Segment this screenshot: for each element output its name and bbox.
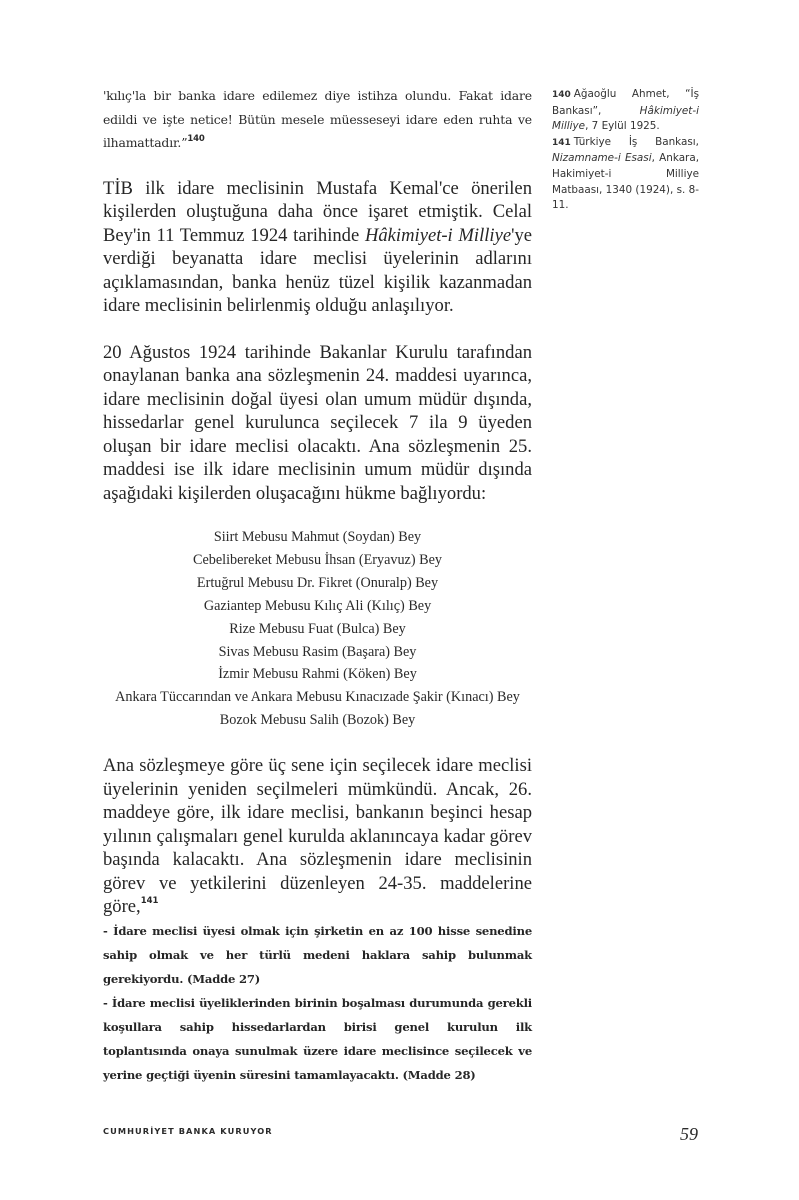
paragraph-3-text: Ana sözleşmeye göre üç sene için seçilecek idare meclisi üyelerinin yeniden seçilmeleri mümkündü. Ancak, 26. maddeye göre, ilk idare meclisi, bankanın beşinci hesap yılının çalışmaları genel kurulda aklanıncaya kadar görev başında kalacaktı. Ana sözleşmenin idare meclisinin görev ve yetkilerini düzenleyen 24-35. maddelerine göre, — [103, 755, 532, 918]
board-member: Sivas Mebusu Rasim (Başara) Bey — [218, 643, 417, 660]
sidenotes-column — [552, 87, 699, 214]
board-member: Ertuğrul Mebusu Dr. Fikret (Onuralp) Bey — [196, 574, 439, 591]
footnote-text-end: , 7 Eylül 1925. — [585, 120, 660, 133]
board-member: Bozok Mebusu Salih (Bozok) Bey — [219, 712, 416, 729]
footnote-source-title: Hâkimiyet-i Milliye — [552, 104, 699, 133]
paragraph-3 — [103, 754, 532, 919]
article-item: - İdare meclisi üyeliklerinden birinin boşalması durumunda gerekli koşullara sahip hissedarlardan birisi genel kurulun ilk toplantısında onaya sunulmak üzere idare meclisince seçilecek ve yerine geçtiği üyenin süresini tamamlayacaktı. (Madde 28) — [103, 995, 532, 1082]
page-number: 59 — [680, 1124, 698, 1144]
footnote-text: Ağaoğlu Ahmet, “İş Bankası”, — [552, 88, 699, 117]
footnote-141 — [552, 135, 699, 214]
paragraph-2: 20 Ağustos 1924 tarihinde Bakanlar Kurulu tarafından onaylanan banka ana sözleşmenin 24. maddesi uyarınca, idare meclisinin doğal üyesi olan umum müdür dışında, hissedarlar genel kurulunca seçilecek 7 ila 9 üyeden oluşan bir idare meclisi olacaktı. Ana sözleşmenin 25. maddesi ise ilk idare meclisinin umum müdür dışında aşağıdaki kişilerden oluşacağını hükme bağlıyordu: — [103, 341, 532, 504]
paragraph-1-text-end: 'ye verdiği beyanatta idare meclisi üyelerinin adlarını açıklamasından, banka henüz tüzel kişilik kazanmadan idare meclisinin belirlenmiş olduğu anlaşılıyor. — [103, 224, 532, 316]
footnote-ref-140[interactable]: 140 — [187, 134, 205, 144]
footnote-ref-141[interactable]: 141 — [140, 896, 159, 907]
footnote-text: Türkiye İş Bankası, — [573, 135, 699, 148]
board-member: Cebelibereket Mebusu İhsan (Eryavuz) Bey — [193, 551, 442, 568]
board-members-list — [103, 526, 532, 732]
footnote-text-end: , Ankara, Hakimiyet-i Milliye Matbaası, 1340 (1924), s. 8-11. — [552, 152, 699, 212]
block-quote — [103, 84, 532, 155]
board-member: Gaziantep Mebusu Kılıç Ali (Kılıç) Bey — [203, 597, 432, 614]
quote-text: 'kılıç'la bir banka idare edilemez diye istihza olundu. Fakat idare edildi ve işte netice! Bütün mesele müesseseyi idare eden ruhta ve ilhamattadır.” — [103, 88, 532, 150]
board-member: Ankara Tüccarından ve Ankara Mebusu Kınacızade Şakir (Kınacı) Bey — [115, 689, 520, 706]
board-member: Siirt Mebusu Mahmut (Soydan) Bey — [213, 529, 422, 545]
footnote-140 — [552, 87, 699, 135]
footnote-source-title: Nizamname-i Esasi — [552, 152, 652, 165]
paragraph-1 — [103, 177, 532, 318]
paragraph-1-text: TİB ilk idare meclisinin Mustafa Kemal'ce önerilen kişilerden oluştuğuna daha önce işaret etmiştik. Celal Bey'in 11 Temmuz 1924 tarihinde — [103, 177, 532, 246]
footnote-number: 141 — [552, 137, 571, 148]
article-item: - İdare meclisi üyesi olmak için şirketin en az 100 hisse senedine sahip olmak ve her türlü medeni haklara sahip bulunmak gerekiyordu. (Madde 27) — [103, 923, 532, 986]
main-text-column — [103, 84, 532, 1087]
footnote-number: 140 — [552, 90, 571, 100]
board-member: Rize Mebusu Fuat (Bulca) Bey — [229, 620, 406, 637]
running-footer-title: CUMHURİYET BANKA KURUYOR — [103, 1126, 273, 1136]
newspaper-title: Hâkimiyet-i Milliye — [364, 224, 512, 246]
board-member: İzmir Mebusu Rahmi (Köken) Bey — [218, 666, 417, 683]
